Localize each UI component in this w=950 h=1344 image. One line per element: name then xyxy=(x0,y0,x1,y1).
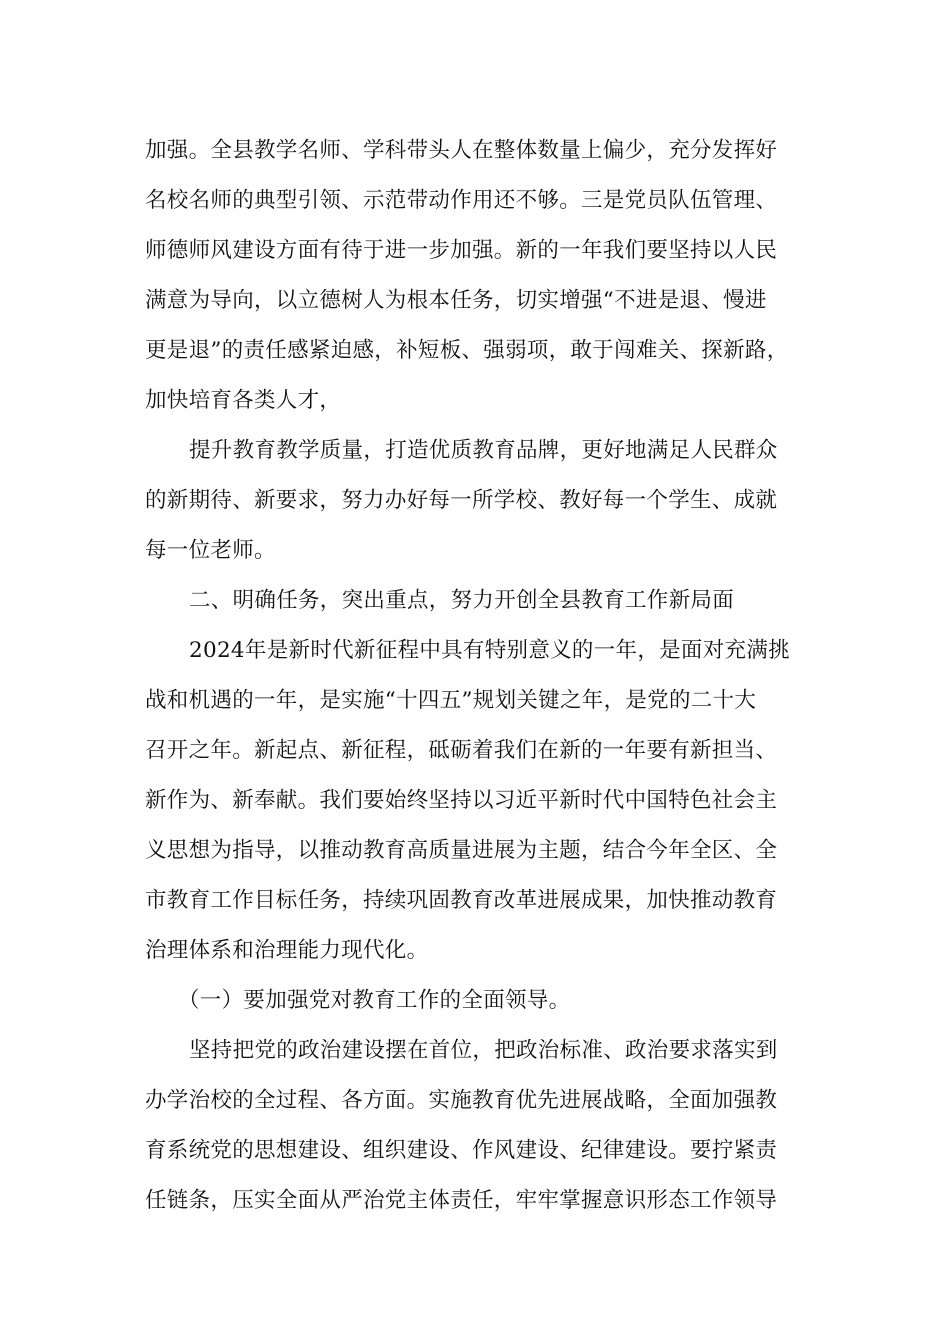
text-line: 提升教育教学质量，打造优质教育品牌，更好地满足人民群众 xyxy=(189,438,778,463)
text-line: 育系统党的思想建设、组织建设、作风建设、纪律建设。要拧紧责 xyxy=(145,1138,778,1163)
text-line: 新作为、新奉献。我们要始终坚持以习近平新时代中国特色社会主 xyxy=(145,788,778,813)
text-line: 加快培育各类人才， xyxy=(145,388,342,413)
text-line: 更是退”的责任感紧迫感，补短板、强弱项，敢于闯难关、探新路， xyxy=(145,338,789,363)
text-line: 义思想为指导，以推动教育高质量进展为主题，结合今年全区、全 xyxy=(145,838,778,863)
text-line: 办学治校的全过程、各方面。实施教育优先进展战略，全面加强教 xyxy=(145,1088,778,1113)
section-heading: 二、明确任务，突出重点，努力开创全县教育工作新局面 xyxy=(189,588,735,613)
text-line: 战和机遇的一年，是实施“十四五”规划关键之年，是党的二十大 xyxy=(145,688,757,713)
text-line: 坚持把党的政治建设摆在首位，把政治标准、政治要求落实到 xyxy=(189,1038,778,1063)
text-line: 召开之年。新起点、新征程，砥砺着我们在新的一年要有新担当、 xyxy=(145,738,778,763)
text-line: 2024年是新时代新征程中具有特别意义的一年，是面对充满挑 xyxy=(189,638,790,663)
text-line: 名校名师的典型引领、示范带动作用还不够。三是党员队伍管理、 xyxy=(145,188,778,213)
text-line: 市教育工作目标任务，持续巩固教育改革进展成果，加快推动教育 xyxy=(145,888,778,913)
text-line: 满意为导向，以立德树人为根本任务，切实增强“不进是退、慢进 xyxy=(145,288,767,313)
text-line: 治理体系和治理能力现代化。 xyxy=(145,938,429,963)
text-line: 任链条，压实全面从严治党主体责任，牢牢掌握意识形态工作领导 xyxy=(145,1188,778,1213)
subsection-heading: （一）要加强党对教育工作的全面领导。 xyxy=(178,988,571,1013)
text-line: 加强。全县教学名师、学科带头人在整体数量上偏少，充分发挥好 xyxy=(145,138,778,163)
text-line: 师德师风建设方面有待于进一步加强。新的一年我们要坚持以人民 xyxy=(145,238,778,263)
text-line: 的新期待、新要求，努力办好每一所学校、教好每一个学生、成就 xyxy=(145,488,778,513)
text-line: 每一位老师。 xyxy=(145,538,276,563)
